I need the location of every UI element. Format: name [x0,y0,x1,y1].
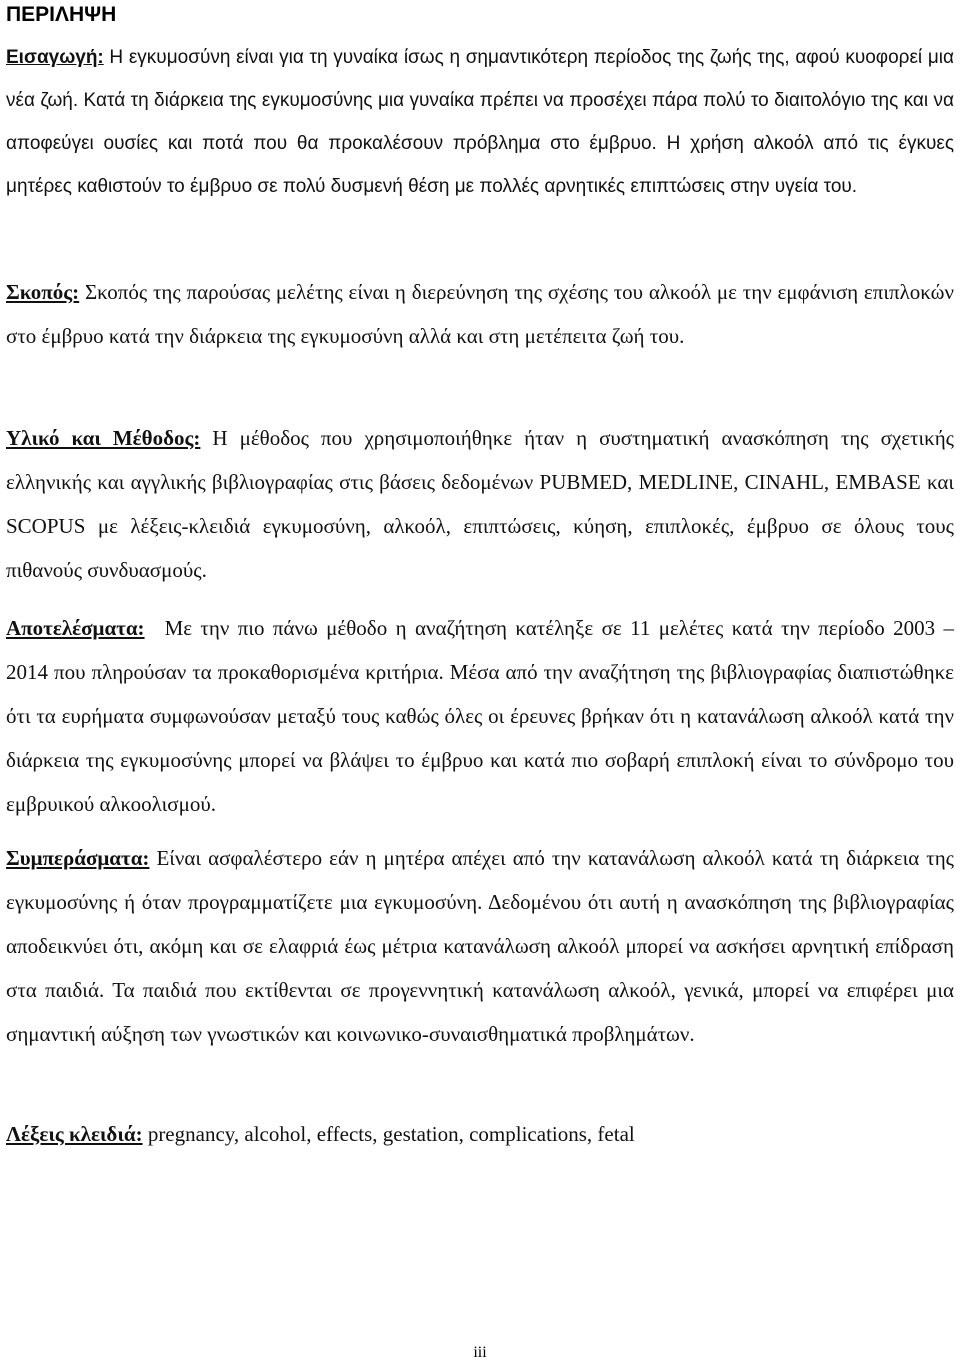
keywords-text: pregnancy, alcohol, effects, gestation, complications, fetal [142,1122,635,1146]
document-page [6,0,954,1146]
page-title: ΠΕΡΙΛΗΨΗ [6,3,117,26]
conclusions-text: Είναι ασφαλέστερο εάν η μητέρα απέχει από την κατανάλωση αλκοόλ κατά τη διάρκεια της εγκυμοσύνης ή όταν προγραμματίζετε μια εγκυμοσύνη. Δεδομένου ότι αυτή η ανασκόπηση της βιβλιογραφίας αποδεικνύει ότι, ακόμη και σε ελαφριά έως μέτρια κατανάλωση αλκοόλ μπορεί να ασκήσει αρνητική επίδραση στα παιδιά. Τα παιδιά που εκτίθενται σε προγεννητική κατανάλωση αλκοόλ, γενικά, μπορεί να επιφέρει μια σημαντική αύξηση των γνωστικών και κοινωνικο-συναισθηματικά προβλημάτων. [6,846,954,1046]
introduction-text: Η εγκυμοσύνη είναι για τη γυναίκα ίσως η σημαντικότερη περίοδος της ζωής της, αφού κυοφορεί μια νέα ζωή. Κατά τη διάρκεια της εγκυμοσύνης μια γυναίκα πρέπει να προσέχει πάρα πολύ το διαιτολόγιο της και να αποφεύγει ουσίες και ποτά που θα προκαλέσουν πρόβλημα στο έμβρυο. Η χρήση αλκοόλ από τις έγκυες μητέρες καθιστούν το έμβρυο σε πολύ δυσμενή θέση με πολλές αρνητικές επιπτώσεις στην υγεία του. [6,47,954,197]
results-text: Με την πιο πάνω μέθοδο η αναζήτηση κατέληξε σε 11 μελέτες κατά την περίοδο 2003 – 2014 που πληρούσαν τα προκαθορισμένα κριτήρια. Μέσα από την αναζήτηση της βιβλιογραφίας διαπιστώθηκε ότι τα ευρήματα συμφωνούσαν μεταξύ τους καθώς όλες οι έρευνες βρήκαν ότι η κατανάλωση αλκοόλ κατά την διάρκεια της εγκυμοσύνης μπορεί να βλάψει το έμβρυο και κατά πιο σοβαρή επιπλοκή είναι το σύνδρομο του εμβρυικού αλκοολισμού. [6,616,954,816]
results-paragraph [6,606,954,826]
results-label: Αποτελέσματα: [6,616,145,640]
conclusions-paragraph [6,836,954,1056]
page-number: iii [473,1344,487,1361]
conclusions-label: Συμπεράσματα: [6,846,150,870]
keywords-paragraph [6,1112,954,1156]
aim-paragraph [6,270,954,358]
method-paragraph [6,416,954,592]
method-text: Η μέθοδος που χρησιμοποιήθηκε ήταν η συστηματική ανασκόπηση της σχετικής ελληνικής και αγγλικής βιβλιογραφίας στις βάσεις δεδομένων PUBMED, MEDLINE, CINAHL, EMBASE και SCOPUS με λέξεις-κλειδιά εγκυμοσύνη, αλκοόλ, επιπτώσεις, κύηση, επιπλοκές, έμβρυο σε όλους τους πιθανούς συνδυασμούς. [6,426,954,582]
keywords-label: Λέξεις κλειδιά: [6,1122,143,1146]
introduction-paragraph [6,36,954,208]
aim-text: Σκοπός της παρούσας μελέτης είναι η διερεύνηση της σχέσης του αλκοόλ με την εμφάνιση επιπλοκών στο έμβρυο κατά την διάρκεια της εγκυμοσύνη αλλά και στη μετέπειτα ζωή του. [6,280,954,348]
method-label: Υλικό και Μέθοδος: [6,426,201,450]
aim-label: Σκοπός: [6,280,80,304]
introduction-label: Εισαγωγή: [6,47,104,68]
